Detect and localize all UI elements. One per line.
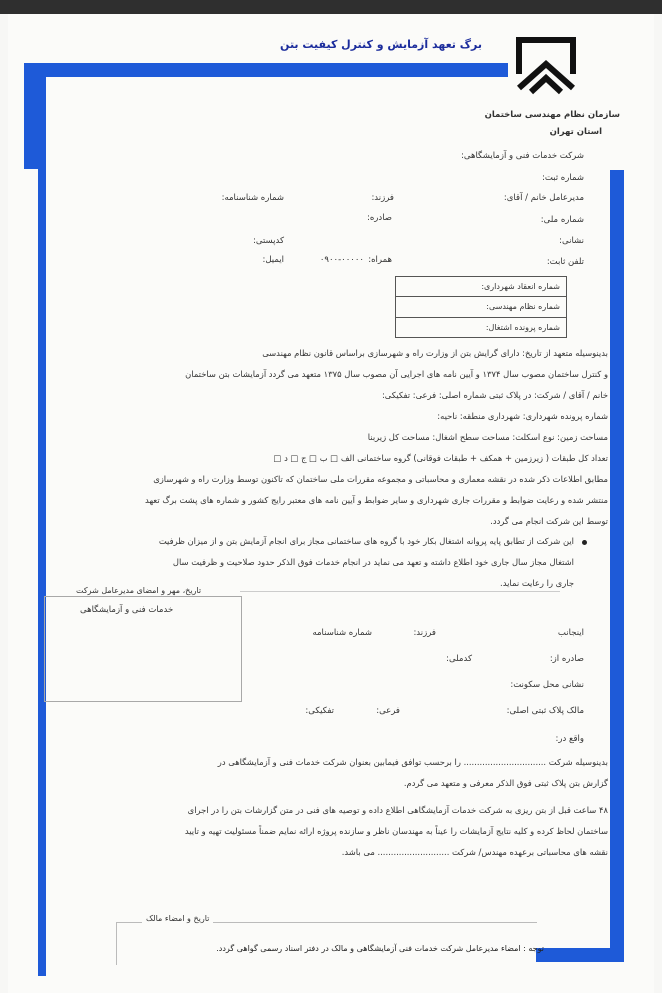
body-line: توسط این شرکت انجام می گردد. [490,516,608,526]
owner-located: واقع در: [555,734,584,744]
field-reg-no: شماره ثبت: [541,173,584,183]
divider-line [240,591,560,592]
notarization-note: توجه : امضاء مدیرعامل شرکت خدمات فنی آزمایشگاهی و مالک در دفتر اسناد رسمی گواهی گردد. [216,944,544,953]
field-child-of: فرزند: [371,193,394,203]
field-company: شرکت خدمات فنی و آزمایشگاهی: [461,151,584,161]
bullet-line: جاری را رعایت نماید. [500,578,574,588]
bullet-line: این شرکت از تطابق پایه پروانه اشتغال بکار خود با گروه های ساختمانی مجاز برای انجام آزمایش بتن و از میزان ظرفیت [158,536,574,546]
field-ceo: مدیرعامل خانم / آقای: [503,193,584,203]
body-line: منتشر شده و رعایت ضوابط و مقررات جاری شهرداری و سایر ضوابط و آیین نامه های معتبر رایج کشور و شماره های پشت برگ تعهد [145,495,608,505]
stamp-text: خدمات فنی و آزمایشگاهی [80,605,174,615]
stamp-title: تاریخ، مهر و امضای مدیرعامل شرکت [70,586,207,595]
body-line: و کنترل ساختمان مصوب سال ۱۳۷۴ و آیین نامه های اجرایی آن مصوب سال ۱۳۷۵ متعهد می گردد آزمایشات بتن ساختمان [185,369,608,379]
owner-id-no: شماره شناسنامه [312,628,372,638]
bullet-dot [582,540,587,545]
consent-line: بدینوسیله شرکت ............................... را برحسب توافق فیمابین بعنوان شرکت خدمات فنی و آزمایشگاهی در [217,757,608,767]
top-bar [0,0,662,14]
consent-paragraph [60,752,608,794]
final-line: نقشه های محاسباتی برعهده مهندس/ شرکت ........................... می باشد. [341,847,608,857]
field-postal-code: کدپستی: [253,236,284,246]
owner-signature-title: تاریخ و امضاء مالک [142,914,213,923]
owner-sub: فرعی: [376,706,400,716]
bullet-paragraph [52,531,574,594]
field-mobile: همراه: [368,255,392,265]
field-national-id: شماره ملی: [540,215,584,225]
engineering-org-logo [513,34,579,96]
box-row-engineering: شماره نظام مهندسی: [396,297,566,317]
body-line: بدینوسیله متعهد از تاریخ: دارای گرایش بتن از وزارت راه و شهرسازی براساس قانون نظام مهندسی [262,348,608,358]
owner-detached: تفکیکی: [305,706,334,716]
frame-left-inner-bar [38,70,46,976]
field-id-no: شماره شناسنامه: [221,193,284,203]
body-line: خانم / آقای / شرکت: در پلاک ثبتی شماره اصلی: فرعی: تفکیکی: [381,390,608,400]
form-title: برگ تعهد آزمایش و کنترل کیفیت بتن [280,38,482,51]
box-row-license: شماره پرونده اشتغال: [485,322,560,332]
org-name: سازمان نظام مهندسی ساختمان [484,110,620,120]
final-line: ساختمان لحاظ کرده و کلیه نتایج آزمایشات را عیناً به مهندسان ناظر و سازنده پروژه ارائه نمایم ضمناً مسئولیت تهیه و تایید [184,826,608,836]
field-address: نشانی: [559,236,584,246]
commitment-paragraph [52,343,608,532]
owner-residence: نشانی محل سکونت: [510,680,584,690]
final-paragraph [60,800,608,863]
consent-line: گزارش بتن پلاک ثبتی فوق الذکر معرفی و متعهد می گردم. [403,778,608,788]
field-email: ایمیل: [262,255,284,265]
field-phone: تلفن ثابت: [546,257,584,267]
owner-plate: مالک پلاک ثبتی اصلی: [506,706,584,716]
owner-undersigned: اینجانب [557,628,584,638]
final-line: ۴۸ ساعت قبل از بتن ریزی به شرکت خدمات آزمایشگاهی اطلاع داده و توصیه های فنی در متن گزارشات بتن را در اجرای [187,805,608,815]
body-line: مساحت زمین: نوع اسکلت: مساحت سطح اشغال: مساحت کل زیربنا [367,432,608,442]
bullet-line: اشتغال مجاز سال جاری خود اطلاع داشته و تعهد می نماید در انجام خدمات فوق الذکر حدود صلاحیت و ظرفیت سال [172,557,574,567]
frame-top-left-bar [24,63,508,77]
body-line: شماره پرونده شهرداری: شهرداری منطقه: ناحیه: [437,411,608,421]
registration-box [395,276,567,338]
box-row-municipal: شماره انعقاد شهرداری: [396,277,566,297]
field-issued: صادره: [366,213,392,223]
frame-left-bar [24,63,38,169]
field-mobile-value: ۰۹۰۰-۰۰۰۰۰ [319,255,364,265]
owner-postal: کدملی: [446,654,472,664]
body-line: تعداد کل طبقات ( زیرزمین + همکف + طبقات فوقانی) گروه ساختمانی الف □ ب □ ج □ د □ [273,453,608,463]
body-line: مطابق اطلاعات ذکر شده در نقشه معماری و محاسباتی و مجموعه مقررات ملی ساختمان که تاکنون توسط وزارت راه و شهرسازی [153,474,608,484]
owner-child-of: فرزند: [413,628,436,638]
owner-issued: صادره از: [549,654,584,664]
frame-bottom-bar [536,948,624,962]
org-province: استان تهران [549,127,602,137]
frame-right-bar [610,170,624,962]
